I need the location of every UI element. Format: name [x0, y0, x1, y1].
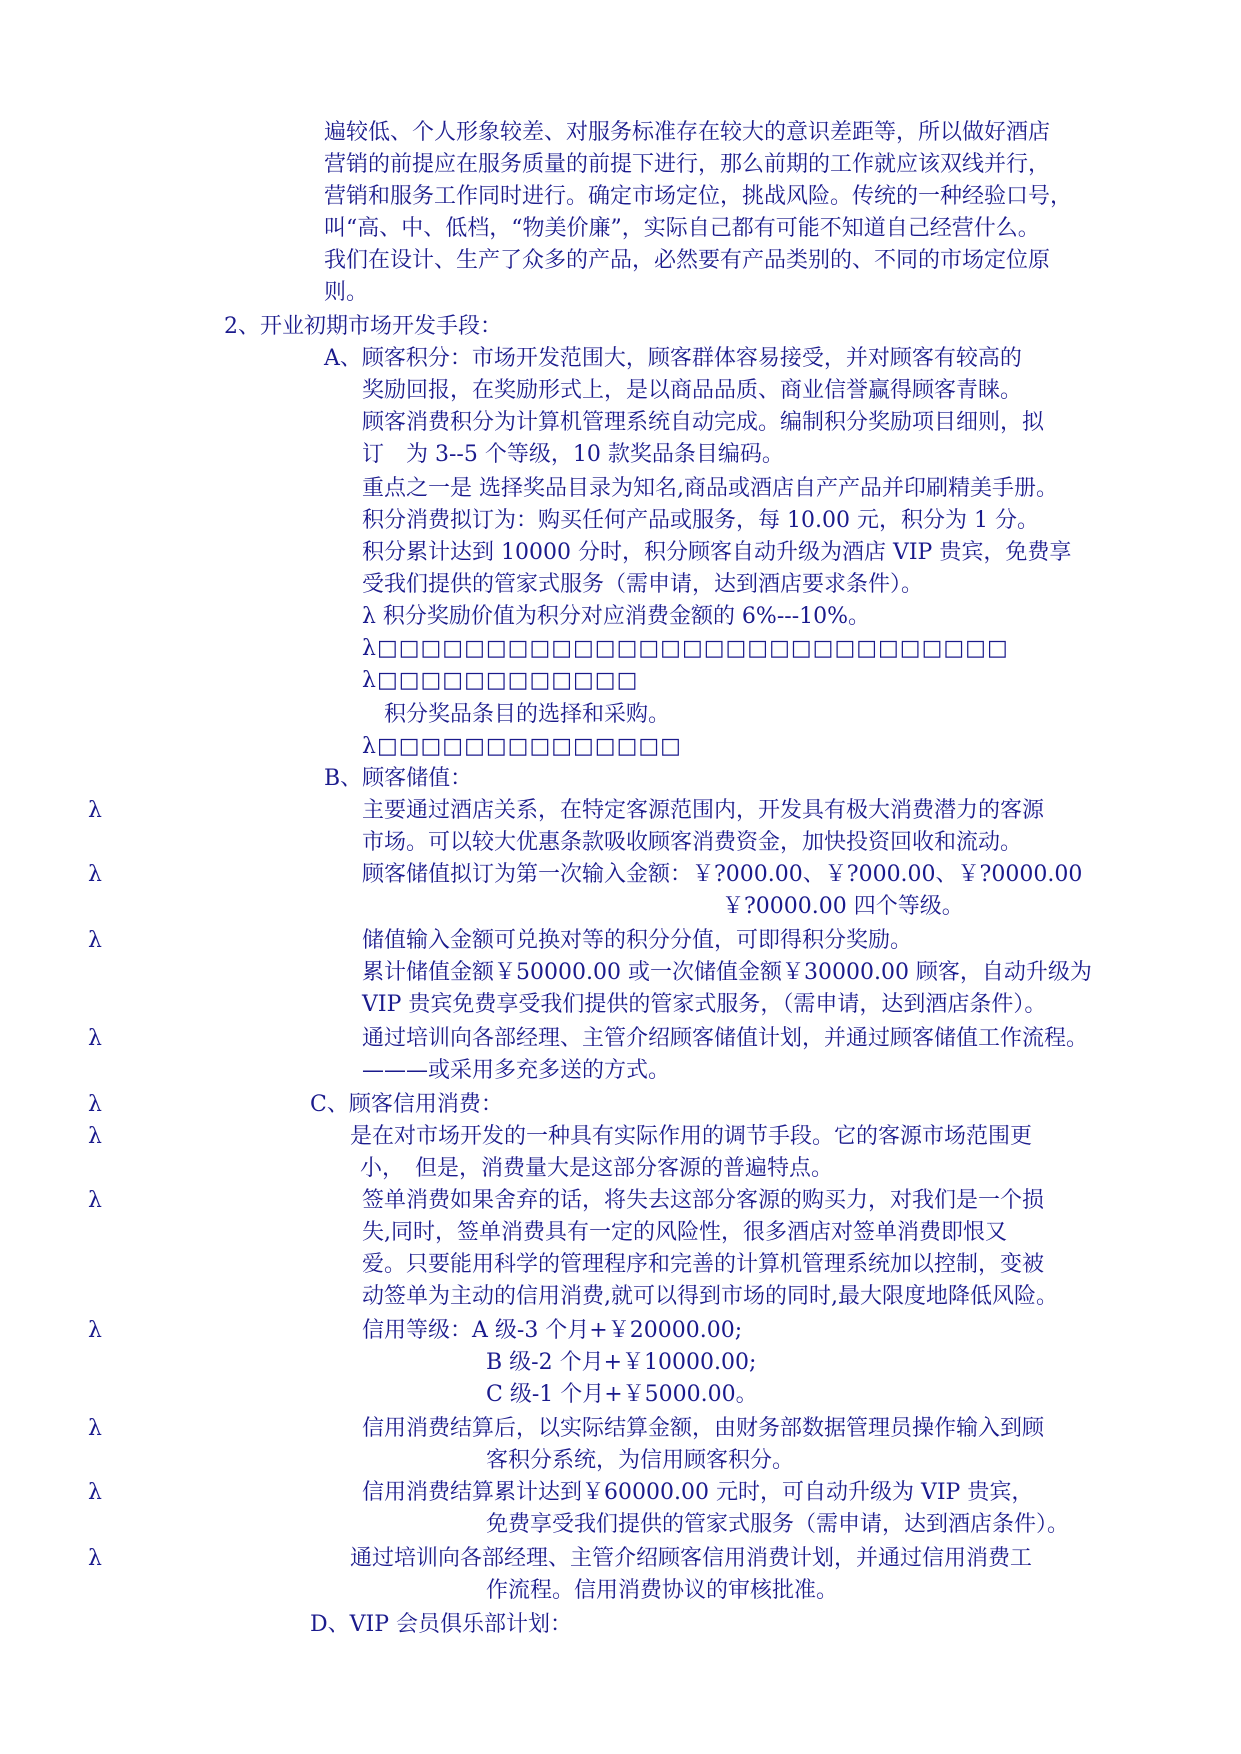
part-a-heading: A、顾客积分：市场开发范围大，顾客群体容易接受，并对顾客有较高的 — [324, 346, 1022, 371]
part-a-missing-glyphs-line: λ□□□□□□□□□□□□ — [362, 668, 639, 693]
intro-line-3: 营销和服务工作同时进行。确定市场定位，挑战风险。传统的一种经验口号， — [324, 184, 1073, 209]
part-b-line: 顾客储值拟订为第一次输入金额：￥?000.00、￥?000.00、￥?0000.00 — [362, 862, 1083, 887]
intro-line-6: 则。 — [324, 280, 369, 305]
part-c-line: 信用消费结算后，以实际结算金额，由财务部数据管理员操作输入到顾 — [362, 1416, 1045, 1441]
intro-line-4: 叫“高、中、低档，“物美价廉”，实际自己都有可能不知道自己经营什么。 — [324, 216, 1040, 241]
part-c-heading: C、顾客信用消费： — [310, 1092, 503, 1117]
part-c-line: 是在对市场开发的一种具有实际作用的调节手段。它的客源市场范围更 — [350, 1124, 1033, 1149]
bullet-lambda: λ — [88, 928, 102, 953]
part-a-line: 订 为 3--5 个等级，10 款奖品条目编码。 — [362, 442, 784, 467]
part-b-line: 累计储值金额￥50000.00 或一次储值金额￥30000.00 顾客，自动升级为 — [362, 960, 1092, 985]
part-b-line: 主要通过酒店关系，在特定客源范围内，开发具有极大消费潜力的客源 — [362, 798, 1045, 823]
bullet-lambda: λ — [88, 1188, 102, 1213]
part-c-line: 信用等级：A 级-3 个月+￥20000.00; — [362, 1318, 743, 1343]
bullet-lambda: λ — [88, 1124, 102, 1149]
section-2-heading: 2、开业初期市场开发手段： — [224, 314, 502, 339]
bullet-lambda: λ — [88, 798, 102, 823]
part-a-missing-glyphs-line: λ□□□□□□□□□□□□□□□□□□□□□□□□□□□□□ — [362, 636, 1009, 661]
part-c-line: 通过培训向各部经理、主管介绍顾客信用消费计划，并通过信用消费工 — [350, 1546, 1033, 1571]
bullet-lambda: λ — [88, 862, 102, 887]
part-c-line: 客积分系统，为信用顾客积分。 — [486, 1448, 795, 1473]
intro-line-2: 营销的前提应在服务质量的前提下进行，那么前期的工作就应该双线并行， — [324, 152, 1051, 177]
part-c-line: 失,同时，签单消费具有一定的风险性，很多酒店对签单消费即恨又 — [362, 1220, 1007, 1245]
part-b-line: 通过培训向各部经理、主管介绍顾客储值计划，并通过顾客储值工作流程。 — [362, 1026, 1089, 1051]
part-a-line: 顾客消费积分为计算机管理系统自动完成。编制积分奖励项目细则，拟 — [362, 410, 1045, 435]
part-c-line: B 级-2 个月+￥10000.00; — [486, 1350, 757, 1375]
part-b-heading: B、顾客储值： — [324, 766, 473, 791]
part-a-line: 积分奖品条目的选择和采购。 — [384, 702, 671, 727]
part-c-line: 签单消费如果舍弃的话，将失去这部分客源的购买力，对我们是一个损 — [362, 1188, 1045, 1213]
bullet-lambda: λ — [88, 1480, 102, 1505]
bullet-lambda: λ — [88, 1026, 102, 1051]
part-b-line: 储值输入金额可兑换对等的积分分值，可即得积分奖励。 — [362, 928, 913, 953]
part-a-line: 重点之一是 选择奖品目录为知名,商品或酒店自产产品并印刷精美手册。 — [362, 476, 1058, 501]
part-a-line: 积分累计达到 10000 分时，积分顾客自动升级为酒店 VIP 贵宾，免费享 — [362, 540, 1072, 565]
intro-line-1: 遍较低、个人形象较差、对服务标准存在较大的意识差距等，所以做好酒店 — [324, 120, 1051, 145]
part-a-line: λ 积分奖励价值为积分对应消费金额的 6%---10%。 — [362, 604, 871, 629]
part-c-line: 动签单为主动的信用消费,就可以得到市场的同时,最大限度地降低风险。 — [362, 1284, 1058, 1309]
part-c-line: C 级-1 个月+￥5000.00。 — [486, 1382, 758, 1407]
part-a-line: 积分消费拟订为：购买任何产品或服务，每 10.00 元，积分为 1 分。 — [362, 508, 1039, 533]
part-a-missing-glyphs-line: λ□□□□□□□□□□□□□□ — [362, 734, 682, 759]
intro-line-5: 我们在设计、生产了众多的产品，必然要有产品类别的、不同的市场定位原 — [324, 248, 1051, 273]
part-b-line: 市场。可以较大优惠条款吸收顾客消费资金，加快投资回收和流动。 — [362, 830, 1023, 855]
part-a-line: 受我们提供的管家式服务（需申请，达到酒店要求条件）。 — [362, 572, 924, 597]
part-d-heading: D、VIP 会员俱乐部计划： — [310, 1612, 573, 1637]
part-c-line: 信用消费结算累计达到￥60000.00 元时，可自动升级为 VIP 贵宾， — [362, 1480, 1034, 1505]
part-a-line: 奖励回报，在奖励形式上，是以商品品质、商业信誉赢得顾客青睐。 — [362, 378, 1023, 403]
part-c-line: 作流程。信用消费协议的审核批准。 — [486, 1578, 839, 1603]
bullet-lambda: λ — [88, 1416, 102, 1441]
part-c-line: 小， 但是，消费量大是这部分客源的普遍特点。 — [360, 1156, 834, 1181]
bullet-lambda: λ — [88, 1318, 102, 1343]
bullet-lambda: λ — [88, 1092, 102, 1117]
part-c-line: 爱。只要能用科学的管理程序和完善的计算机管理系统加以控制，变被 — [362, 1252, 1045, 1277]
bullet-lambda: λ — [88, 1546, 102, 1571]
part-b-line: VIP 贵宾免费享受我们提供的管家式服务，（需申请，达到酒店条件）。 — [362, 992, 1047, 1017]
part-c-line: 免费享受我们提供的管家式服务（需申请，达到酒店条件）。 — [486, 1512, 1070, 1537]
part-b-line: ￥?0000.00 四个等级。 — [722, 894, 964, 919]
part-b-line: ———或采用多充多送的方式。 — [362, 1058, 671, 1083]
